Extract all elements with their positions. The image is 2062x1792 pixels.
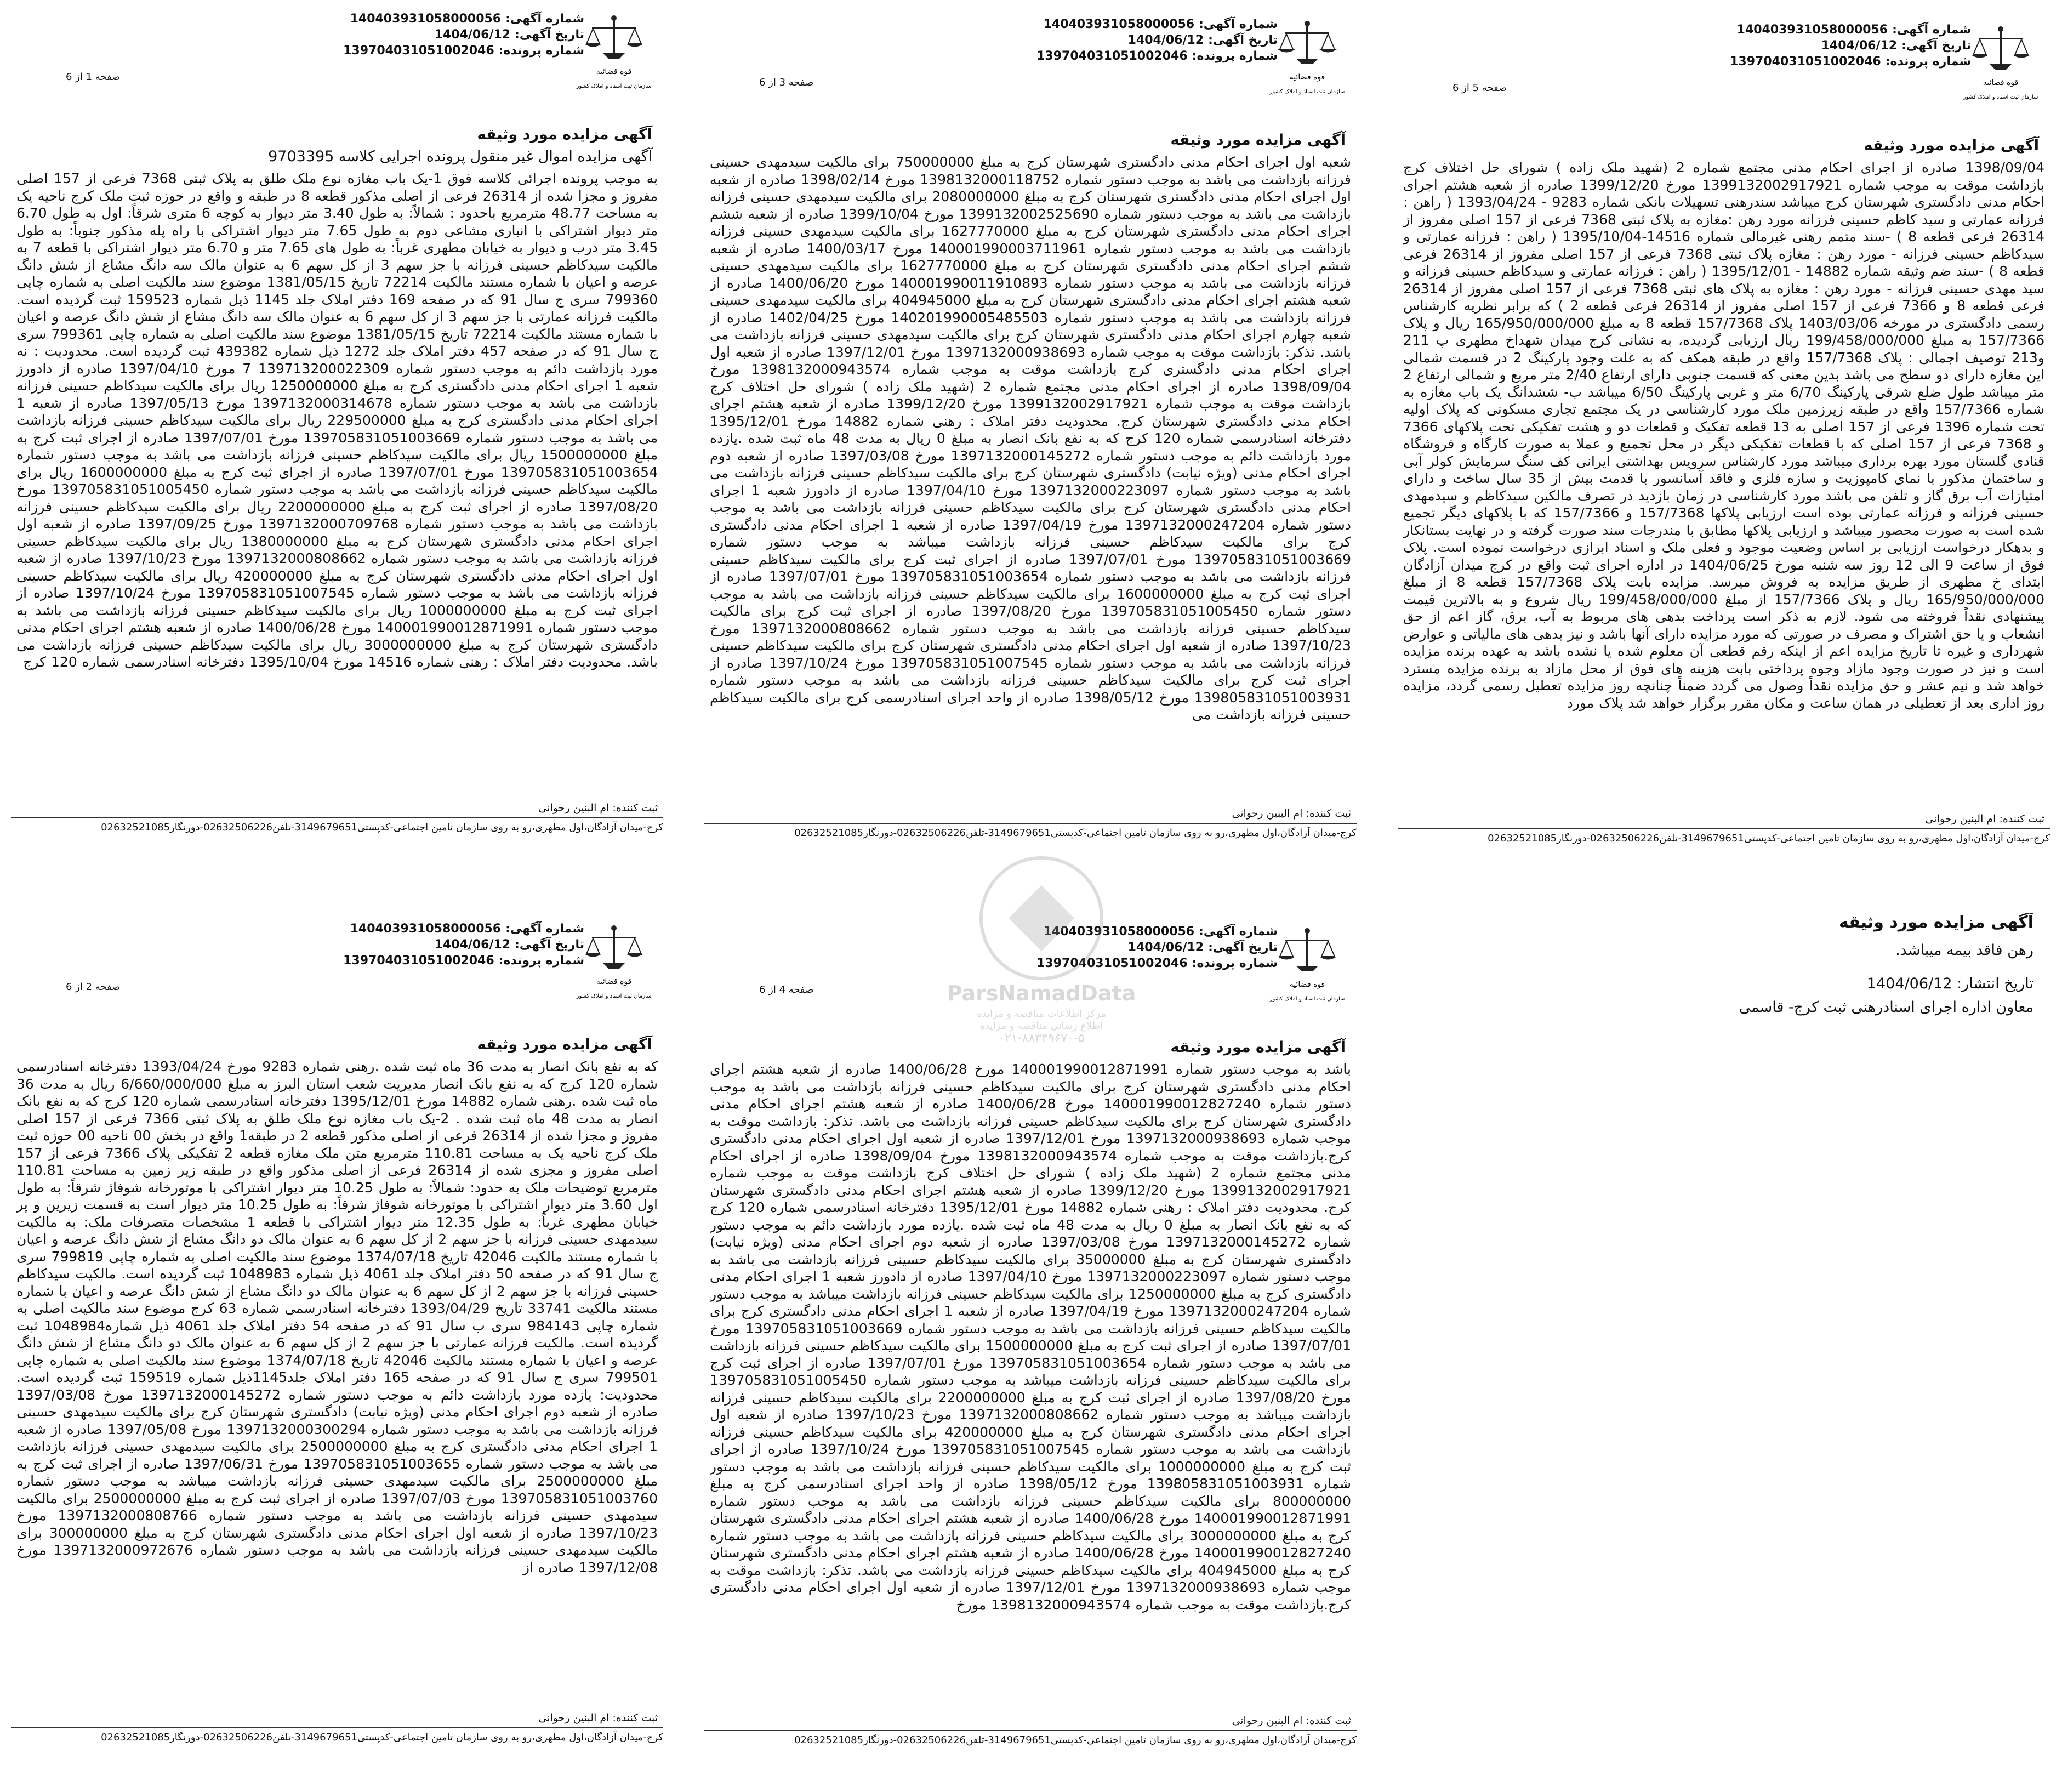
ad-date: 1404/06/12 <box>1127 941 1204 954</box>
judiciary-label: قوه قضائیه <box>1289 980 1325 989</box>
page-number: صفحه 3 از 6 <box>759 77 814 88</box>
ad-metadata <box>1034 16 1280 64</box>
ad-metadata <box>1728 22 1973 70</box>
notice-title: آگهی مزایده مورد وثیقه <box>1170 1039 1346 1056</box>
watermark-line2: اطلاع رسانی مناقصه و مزایده <box>979 1020 1103 1032</box>
notice-body: باشد به موجب دستور شماره 140001990012871991 مورخ 1400/06/28 صادره از شعبه هشتم اجرای احکام مدنی دادگستری شهرستان کرج برای مالکیت سیدکاظم حسینی فرزانه بازداشت می باشد به موجب دستور شماره 140001990012827240 مورخ 1400/06/28 صادره از شعبه هشتم اجرای احکام مدنی دادگستری شهرستان کرج برای مالکیت سیدکاظم حسینی فرزانه بازداشت می باشد. تذکر: بازداشت موقت به موجب شماره 1397132000938693 مورخ 1397/12/01 صادره از شعبه اول اجرای احکام مدنی دادگستری کرج.بازداشت موقت به موجب شماره 1398132000943574 مورخ 1398/09/04 صادره از اجرای احکام مدنی مجتمع شماره 2 (شهید ملک زاده ) شورای حل اختلاف کرج بازداشت موقت به موجب شماره 1399132002917921 مورخ 1399/12/20 صادره از شعبه هشتم اجرای احکام مدنی دادگستری شهرستان کرج. محدودیت دفتر املاک : رهنی شماره 14882 مورخ 1395/12/01 دفترخانه اسنادرسمی شماره 120 کرج که به نفع بانک انصار به مبلغ 0 ریال به مدت 48 ماه ثبت شده .یازده مورد بازداشت دائم به موجب دستور شماره 1397132000145272 مورخ 1397/03/08 صادره از شعبه دوم اجرای احکام مدنی (ویژه نیابت) دادگستری شهرستان کرج به مبلغ 35000000 برای مالکیت سیدکاظم حسینی فرزانه بازداشت می باشد به موجب دستور شماره 1397132000223097 مورخ 1397/04/10 صادره از دادورز شعبه 1 اجرای احکام مدنی دادگستری کرج به مبلغ 1250000000 برای مالکیت سیدکاظم حسینی فرزانه بازداشت میباشد به موجب دستور شماره 1397132000247204 مورخ 1397/04/19 صادره از شعبه 1 اجرای احکام مدنی دادگستری کرج برای مالکیت سیدکاظم حسینی فرزانه بازداشت می باشد به موجب دستور شماره 139705831051003669 مورخ 1397/07/01 صادره از اجرای ثبت کرج به مبلغ 1500000000 برای مالکیت سیدکاظم حسینی فرزانه بازداشت می باشد به موجب دستور شماره 139705831051003654 مورخ 1397/07/01 صادره از اجرای ثبت کرج برای مالکیت سیدکاظم حسینی فرزانه بازداشت میباشد به موجب دستور شماره 139705831051005450 مورخ 1397/08/20 صادره از اجرای ثبت کرج به مبلغ 2200000000 برای مالکیت سیدکاظم حسینی فرزانه بازداشت میباشد به موجب دستور شماره 1397132000808662 مورخ 1397/10/23 صادره از شعبه اول اجرای احکام مدنی دادگستری شهرستان کرج به مبلغ 420000000 برای مالکیت سیدکاظم حسینی فرزانه بازداشت می باشد به موجب دستور شماره 139705831051007545 مورخ 1397/10/24 صادره از اجرای ثبت کرج به مبلغ 1000000000 برای مالکیت سیدکاظم حسینی فرزانه بازداشت می باشد به موجب دستور شماره 139805831051003931 مورخ 1398/05/12 صادره از واحد اجرای اسنادرسمی کرج به مبلغ 800000000 برای مالکیت سیدکاظم حسینی فرزانه بازداشت می باشد به موجب دستور شماره 140001990012871991 مورخ 1400/06/28 صادره از شعبه هشتم اجرای احکام مدنی دادگستری شهرستان کرج به مبلغ 3000000000 برای مالکیت سیدکاظم حسینی فرزانه بازداشت می باشد به موجب دستور شماره 140001990012827240 مورخ 1400/06/28 صادره از شعبه هشتم اجرای احکام مدنی دادگستری شهرستان کرج به مبلغ 404945000 برای مالکیت سیدکاظم حسینی فرزانه بازداشت می باشد. تذکر: بازداشت موقت به موجب شماره 1397132000938693 مورخ 1397/12/01 صادره از شعبه اول اجرای احکام مدنی دادگستری کرج.بازداشت موقت به موجب شماره 1398132000943574 مورخ <box>710 1061 1351 1613</box>
watermark-phone: ۰۲۱-۸۸۳۴۹۶۷۰-۵ <box>998 1032 1085 1044</box>
final-notice-line1: رهن فاقد بیمه میباشد. <box>1895 942 2033 959</box>
page-footer: کرج-میدان آزادگان،اول مطهری،رو به روی سازمان تامین اجتماعی-کدپستی3149679651-تلفن02632506226-دورنگار02632521085 <box>11 817 663 833</box>
final-notice-heading: آگهی مزایده مورد وثیقه <box>1838 913 2033 932</box>
page-footer: کرج-میدان آزادگان،اول مطهری،رو به روی سازمان تامین اجتماعی-کدپستی3149679651-تلفن02632506226-دورنگار02632521085 <box>704 823 1357 839</box>
judiciary-emblem-icon <box>576 924 652 1006</box>
case-number: 139704031051002046 <box>1036 49 1188 63</box>
page-number: صفحه 2 از 6 <box>66 981 121 993</box>
ad-date: 1404/06/12 <box>1821 39 1898 53</box>
judiciary-emblem-icon <box>1962 25 2039 107</box>
final-notice-date: تاریخ انتشار: 1404/06/12 <box>1866 975 2033 992</box>
case-number: 139704031051002046 <box>343 44 494 58</box>
watermark-brand: ParsNamadData <box>947 981 1136 1005</box>
ad-date-label: تاریخ آگهی: <box>1208 941 1278 954</box>
case-number-label: شماره پرونده: <box>498 44 584 58</box>
judiciary-label: قوه قضائیه <box>596 977 632 986</box>
signer-label: ثبت کننده: <box>1306 807 1351 820</box>
ad-number-label: شماره آگهی: <box>505 12 584 26</box>
judiciary-emblem-icon <box>1269 19 1346 101</box>
parsnamad-watermark-icon <box>915 836 1167 1044</box>
page-number: صفحه 1 از 6 <box>66 71 121 83</box>
ad-date-label: تاریخ آگهی: <box>515 28 584 42</box>
page-footer: کرج-میدان آزادگان،اول مطهری،رو به روی سازمان تامین اجتماعی-کدپستی3149679651-تلفن02632506226-دورنگار02632521085 <box>11 1727 663 1743</box>
page-number: صفحه 4 از 6 <box>759 984 814 995</box>
notice-page-2 <box>0 910 674 1765</box>
ad-date-label: تاریخ آگهی: <box>1901 39 1971 53</box>
judiciary-emblem-icon <box>1269 926 1346 1009</box>
notice-title: آگهی مزایده مورد وثیقه <box>1170 132 1346 149</box>
ad-metadata <box>341 11 586 59</box>
ad-number: 140403931058000056 <box>1736 23 1888 37</box>
notice-body: به موجب پرونده اجرائی کلاسه فوق 1-یک باب مغازه نوع ملک طلق به پلاک ثبتی 7368 فرعی از 157 اصلی مفروز و مجزا شده از 26314 فرعی از اصلی مذکور قطعه 8 در طبقه و واقع در حوزه ثبت ملک کرج ناحیه یک به مساحت 48.77 مترمربع باحدود : شمالاً: به طول 3.40 متر دیوار به کوچه 6 متری شرقاً: اول به طول 6.70 متر دیوار اشتراکی با انباری مشاعی دوم به طول 7.65 متر دیوار اشتراکی با راه پله مذکور جنوباً: به طول 3.45 متر درب و دیوار به خیابان مطهری غرباً: به طول های 7.65 متر و 6.70 متر دیوار اشتراکی با قطعه 7 به مالکیت سیدکاظم حسینی فرزانه با جز سهم 3 از کل سهم 6 به عنوان مالک سه دانگ مشاع از شش دانگ عرصه و اعیان با شماره مستند مالکیت 72214 تاریخ 1381/05/15 موضوع سند مالکیت اصلی به شماره چاپی 799360 سری ج سال 91 که در صفحه 169 دفتر املاک جلد 1145 ذیل شماره 159523 ثبت گردیده است. مالکیت فرزانه عمارتی با جز سهم 3 از کل سهم 6 به عنوان مالک سه دانگ مشاع از شش دانگ عرصه و اعیان با شماره مستند مالکیت 72214 تاریخ 1381/05/15 موضوع سند مالکیت اصلی به شماره چاپی 799361 سری ج سال 91 که در صفحه 457 دفتر املاک جلد 1272 ذیل شماره 439382 ثبت گردیده است. محدودیت : نه مورد بازداشت دائم به موجب دستور شماره 139713200022309 7 مورخ 1397/04/10 صادره از دادورز شعبه 1 اجرای احکام مدنی دادگستری کرج به مبلغ 1250000000 ریال برای مالکیت سیدکاظم حسینی فرزانه بازداشت می باشد به موجب دستور شماره 1397132000314678 مورخ 1397/05/13 صادره از شعبه 1 اجرای احکام مدنی دادگستری کرج به مبلغ 229500000 ریال برای مالکیت سیدکاظم حسینی فرزانه بازداشت می باشد به موجب دستور شماره 139705831051003669 مورخ 1397/07/01 صادره از اجرای ثبت کرج به مبلغ 1500000000 ریال برای مالکیت سیدکاظم حسینی فرزانه بازداشت می باشد به موجب دستور شماره 139705831051003654 مورخ 1397/07/01 صادره از اجرای ثبت کرج به مبلغ 1600000000 ریال برای مالکیت سیدکاظم حسینی فرزانه بازداشت می باشد به موجب دستور شماره 139705831051005450 مورخ 1397/08/20 صادره از اجرای ثبت کرج به مبلغ 2200000000 ریال برای مالکیت سیدکاظم حسینی فرزانه بازداشت می باشد به موجب دستور شماره 1397132000709768 مورخ 1397/09/25 صادره از شعبه اول اجرای احکام مدنی دادگستری شهرستان کرج به مبلغ 1380000000 ریال برای مالکیت سیدکاظم حسینی فرزانه بازداشت می باشد به موجب دستور شماره 1397132000808662 مورخ 1397/10/23 صادره از شعبه اول اجرای احکام مدنی دادگستری شهرستان کرج به مبلغ 420000000 ریال برای مالکیت سیدکاظم حسینی فرزانه بازداشت می باشد به موجب دستور شماره 139705831051007545 مورخ 1397/10/24 صادره از اجرای ثبت کرج به مبلغ 1000000000 ریال برای مالکیت سیدکاظم حسینی فرزانه بازداشت می باشد به موجب دستور شماره 140001990012871991 مورخ 1400/06/28 صادره از شعبه هشتم اجرای احکام مدنی دادگستری شهرستان کرج به مبلغ 3000000000 ریال برای مالکیت سیدکاظم حسینی فرزانه بازداشت می باشد. محدودیت دفتر املاک : رهنی شماره 14516 مورخ 1395/10/04 دفترخانه اسنادرسمی شماره 120 کرج <box>16 170 658 670</box>
final-notice-signatory: معاون اداره اجرای اسنادرهنی ثبت کرج- قاسمی <box>1739 999 2033 1016</box>
ad-date-label: تاریخ آگهی: <box>1208 33 1278 47</box>
signer-label: ثبت کننده: <box>1306 1715 1351 1727</box>
signer-label: ثبت کننده: <box>612 802 658 814</box>
judiciary-emblem-icon <box>576 14 652 96</box>
ad-number-label: شماره آگهی: <box>505 922 584 936</box>
case-number-label: شماره پرونده: <box>1885 55 1971 69</box>
org-name: سازمان ثبت اسناد و املاک کشور <box>1963 94 2038 100</box>
notice-title: آگهی مزایده مورد وثیقه <box>477 126 652 143</box>
judiciary-label: قوه قضائیه <box>596 67 632 76</box>
org-name: سازمان ثبت اسناد و املاک کشور <box>576 83 652 89</box>
signer-name: ام البنین رحوانی <box>1232 807 1303 820</box>
ad-date: 1404/06/12 <box>1127 33 1204 47</box>
case-number-label: شماره پرونده: <box>498 954 584 968</box>
org-name: سازمان ثبت اسناد و املاک کشور <box>1269 996 1345 1002</box>
ad-number: 140403931058000056 <box>1043 925 1195 938</box>
ad-date: 1404/06/12 <box>434 28 511 42</box>
page-footer: کرج-میدان آزادگان،اول مطهری،رو به روی سازمان تامین اجتماعی-کدپستی3149679651-تلفن02632506226-دورنگار02632521085 <box>1398 828 2050 844</box>
org-name: سازمان ثبت اسناد و املاک کشور <box>1269 89 1345 95</box>
watermark-line1: مرکز اطلاعات مناقصه و مزایده <box>977 1008 1106 1020</box>
notice-body: که به نفع بانک انصار به مدت 36 ماه ثبت شده .رهنی شماره 9283 مورخ 1393/04/24 دفترخانه اسنادرسمی شماره 120 کرج که به نفع بانک انصار مدیریت شعب استان البرز به مبلغ 6/660/000/000 ریال به مدت 36 ماه ثبت شده .رهنی شماره 14882 مورخ 1395/12/01 دفترخانه اسنادرسمی شماره 120 کرج که به نفع بانک انصار به مدت 48 ماه ثبت شده . 2-یک باب مغازه نوع ملک طلق به پلاک ثبتی 7366 فرعی از 157 اصلی مفروز و مجزا شده از 26314 فرعی از اصلی مذکور قطعه 2 در طبقه1 واقع در بخش 00 ناحیه 00 حوزه ثبت ملک کرج ناحیه یک به مساحت 110.81 مترمربع متن ملک مغازه قطعه 2 تفکیکی پلاک 7366 فرعی از 157 اصلی مفروز و مجزی شده از 26314 فرعی از اصلی مذکور واقع در طبقه زیر زمین به مساحت 110.81 مترمربع توضیحات ملک به حدود: شمالاً: به طول 10.25 متر دیوار اشتراکی با موتورخانه شوفاژ شرقاً: به طول اول 3.60 متر دیوار اشتراکی با موتورخانه شوفاژ شرقاً: به طول 10.25 متر دیوار است به قسمت زیرین و پر خیابان مطهری غرباً: به طول 12.35 متر دیوار اشتراکی با قطعه 1 مشخصات متصرفات ملک: به مالکیت سیدمهدی حسینی فرزانه با جز سهم 2 از کل سهم 6 به عنوان مالک دو دانگ مشاع از شش دانگ عرصه و اعیان با شماره مستند مالکیت 42046 تاریخ 1374/07/18 موضوع سند مالکیت اصلی به شماره چاپی 799819 سری ج سال 91 که در صفحه 50 دفتر املاک جلد 4061 ذیل شماره 1048983 ثبت گردیده است. مالکیت سیدکاظم حسینی فرزانه با جز سهم 2 از کل سهم 6 به عنوان مالک دو دانگ مشاع از شش دانگ عرصه و اعیان با شماره مستند مالکیت 33741 تاریخ 1393/04/29 دفترخانه اسنادرسمی شماره 63 کرج موضوع سند مالکیت اصلی به شماره چاپی 984143 سری ب سال 91 که در صفحه 54 دفتر املاک جلد 4061 ذیل شماره1048984 ثبت گردیده است. مالکیت فرزانه عمارتی با جز سهم 2 از کل سهم 6 به عنوان مالک دو دانگ مشاع از شش دانگ عرصه و اعیان با شماره مستند مالکیت 42046 تاریخ 1374/07/18 موضوع سند مالکیت اصلی به شماره چاپی 799501 سری ج سال 91 که در صفحه 165 دفتر املاک جلد1145ذیل شماره 159519 ثبت گردیده است. محدودیت: یازده مورد بازداشت دائم به موجب دستور شماره 1397132000145272 مورخ 1397/03/08 صادره از شعبه دوم اجرای احکام مدنی (ویژه نیابت) دادگستری شهرستان کرج برای مالکیت سیدمهدی حسینی فرزانه بازداشت می باشد به موجب دستور شماره 1397132000300294 مورخ 1397/05/08 صادره از شعبه 1 اجرای احکام مدنی دادگستری کرج به مبلغ 2500000000 برای مالکیت سیدمهدی حسینی فرزانه بازداشت می باشد به موجب دستور شماره 139705831051003655 مورخ 1397/06/31 صادره از اجرای ثبت کرج به مبلغ 2500000000 برای مالکیت سیدمهدی حسینی فرزانه بازداشت میباشد به موجب دستور شماره 139705831051003760 مورخ 1397/07/03 صادره از اجرای ثبت کرج به مبلغ 2500000000 برای مالکیت سیدمهدی حسینی فرزانه بازداشت می باشد به موجب دستور شماره 1397132000808766 مورخ 1397/10/23 صادره از شعبه اول اجرای احکام مدنی دادگستری شهرستان کرج به مبلغ 300000000 برای مالکیت سیدمهدی حسینی فرزانه بازداشت می باشد به موجب دستور شماره 1397132000972676 مورخ 1397/12/08 صادره از <box>16 1059 658 1575</box>
notice-title: آگهی مزایده مورد وثیقه <box>1864 137 2039 154</box>
ad-number-label: شماره آگهی: <box>1892 23 1971 37</box>
case-number: 139704031051002046 <box>343 954 494 968</box>
ad-date: 1404/06/12 <box>434 938 511 952</box>
notice-page-5 <box>1387 11 2061 866</box>
case-number: 139704031051002046 <box>1036 957 1188 970</box>
case-number: 139704031051002046 <box>1730 55 1881 69</box>
org-name: سازمان ثبت اسناد و املاک کشور <box>576 993 652 999</box>
signer <box>710 807 1351 820</box>
signer-name: ام البنین رحوانی <box>538 802 610 814</box>
notice-subtitle: آگهی مزایده اموال غیر منقول پرونده اجرایی کلاسه 9703395 <box>268 148 652 165</box>
signer-name: ام البنین رحوانی <box>1925 813 1996 825</box>
ad-metadata <box>341 921 586 969</box>
ad-number-label: شماره آگهی: <box>1199 925 1278 938</box>
ad-number: 140403931058000056 <box>350 12 502 26</box>
signer-name: ام البنین رحوانی <box>1232 1715 1303 1727</box>
notice-page-3 <box>693 5 1368 861</box>
page-footer: کرج-میدان آزادگان،اول مطهری،رو به روی سازمان تامین اجتماعی-کدپستی3149679651-تلفن02632506226-دورنگار02632521085 <box>704 1730 1357 1746</box>
notice-page-1 <box>0 0 674 855</box>
signer <box>16 802 658 814</box>
case-number-label: شماره پرونده: <box>1192 49 1278 63</box>
signer <box>710 1715 1351 1727</box>
signer <box>16 1712 658 1724</box>
page-number: صفحه 5 از 6 <box>1452 82 1507 94</box>
ad-number: 140403931058000056 <box>1043 18 1195 31</box>
signer-label: ثبت کننده: <box>1999 813 2044 825</box>
judiciary-label: قوه قضائیه <box>1983 78 2019 87</box>
notice-title: آگهی مزایده مورد وثیقه <box>477 1036 652 1053</box>
signer-label: ثبت کننده: <box>612 1712 658 1724</box>
judiciary-label: قوه قضائیه <box>1289 73 1325 82</box>
signer <box>1403 813 2044 825</box>
notice-body: 1398/09/04 صادره از اجرای احکام مدنی مجتمع شماره 2 (شهید ملک زاده ) شورای حل اختلاف کرج بازداشت موقت به موجب شماره 1399132002917921 مورخ 1399/12/20 صادره از شعبه هشتم اجرای احکام مدنی دادگستری شهرستان کرج میباشد سندرهنی تسهیلات بانکی شماره 9283 - 1393/04/24 ( راهن : فرزانه عمارتی و سید کاظم حسینی فرزانه مورد رهن :مغازه به پلاک ثبتی 7368 فرعی از 157 اصلی مفروز از 26314 فرعی قطعه 8 ) -سند متمم رهنی غیرمالی شماره 14516-1395/10/04 ( راهن : فرزانه عمارتی و سیدکاظم حسینی فرزانه - مورد رهن : مغازه پلاک ثبتی 7368 فرعی از 157 اصلی مفروز از 26314 فرعی قطعه 8 ) -سند ضم وثیقه شماره 14882 - 1395/12/01 ( راهن : فرزانه عمارتی و سیدکاظم حسینی فرزانه و سید مهدی حسینی فرزانه - مورد رهن : مغازه به پلاک های ثبتی 7368 فرعی از 157 اصلی مفروز از 26314 فرعی قطعه 8 و 7366 فرعی از 157 اصلی مفروز از 26314 فرعی قطعه 2 ) که برابر نظریه کارشناس رسمی دادگستری در مورخه 1403/03/06 پلاک 157/7368 قطعه 8 به مبلغ 165/950/000/000 ریال و پلاک 157/7366 به مبلغ 199/458/000/000 ریال ارزیابی گردیده، به نشانی کرج میدان شهداخ مطهری پ 211 و213 توصیف اجمالی : پلاک 157/7368 واقع در طبقه همکف که به علت وجود پارکینگ 2 در قسمت شمالی این مغازه دارای دو سطح می باشد بدین معنی که قسمت جنوبی دارای ارتفاع 2/40 متر مربع و شمالی ارتفاع 2 متر میباشد طول ضلع شرقی پارکینگ 6/70 متر و غربی پارکینگ 6/50 میباشد ب- ششدانگ یک باب مغازه به شماره 157/7366 واقع در طبقه زیرزمین ملک مورد کارشناسی در یک مجتمع تجاری مسکونی که پلاک اولیه تحت شماره 1396 فرعی از 157 اصلی به 13 قطعه تفکیک و قطعات دو و هشت تفکیکی تحت پلاکهای 7366 و 7368 فرعی از 157 اصلی که با قطعات تفکیکی دیگر در محل تجمیع و عملا به صورت کارگاه و فروشگاه قنادی گلستان مورد بهره برداری میباشد مورد کارشناس سرویس بهداشتی ایرانی کف سنگ سرمایش کولر آبی و ساختمان مذکور با نمای کامپوزیت و سازه فلزی و فاقد آسانسور با قدمت بیش از 35 سال ساخت و دارای امتیازات آب برق گاز و تلفن می باشد مورد کارشناسی در زمان بازدید در تصرف مالکین سیدکاظم و سیدمهدی حسینی فرزانه و فرزانه عمارتی بوده است ارزیابی پلاکها 157/7368 و 157/7366 که با پلاکهای دیگر تجمیع شده است به صورت محصور میباشد و ارزیابی پلاکها مطابق با مندرجات سند صورت گرفته و در نهایت بستانکار و بدهکار درخواست ارزیابی بر اساس وضعیت موجود و فعلی ملک و اسناد ابرازی درخواست نموده است. پلاک فوق از ساعت 9 الی 12 روز سه شنبه مورخ 1404/06/25 در اداره اجرای ثبت واقع در کرج میدان آزادگان ابتدای خ مطهری از طریق مزایده به فروش میرسد. مزایده بابت پلاک 157/7368 قطعه 8 از مبلغ 165/950/000/000 ریال و پلاک 157/7366 از مبلغ 199/458/000/000 ریال شروع و به بالاترین قیمت پیشنهادی نقداً فروخته می شود. لازم به ذکر است پرداخت بدهی های مربوط به آب، برق، گاز اعم از حق انشعاب و یا حق اشتراک و مصرف در صورتی که مورد مزایده دارای آنها باشد و نیز بدهی های مالیاتی و عوارض شهرداری و غیره تا تاریخ مزایده اعم از اینکه رقم قطعی آن معلوم شده یا نشده باشد به عهده برنده مزایده است و نیز در صورت وجود مازاد وجوه پرداختی بابت هزینه های فوق از محل مازاد به برنده مزایده مسترد خواهد شد و نیم عشر و حق مزایده نقداً وصول می گردد ضمناً چنانچه روز مزایده تعطیل رسمی گردد، مزایده روز اداری بعد از تعطیلی در همان ساعت و مکان مقرر برگزار خواهد شد پلاک مورد <box>1403 160 2044 711</box>
ad-number-label: شماره آگهی: <box>1199 18 1278 31</box>
final-notice <box>1739 913 2033 1022</box>
notice-body: شعبه اول اجرای احکام مدنی دادگستری شهرستان کرج به مبلغ 750000000 برای مالکیت سیدمهدی حسینی فرزانه بازداشت می باشد به موجب دستور شماره 1398132000118752 مورخ 1398/02/14 صادره از شعبه اول اجرای احکام مدنی دادگستری شهرستان کرج به مبلغ 2080000000 برای مالکیت سیدمهدی حسینی فرزانه بازداشت می باشد به موجب دستور شماره 1399132002525690 مورخ 1399/10/04 صادره از شعبه ششم اجرای احکام مدنی دادگستری شهرستان کرج به مبلغ 1627770000 برای مالکیت سیدمهدی حسینی فرزانه بازداشت می باشد به موجب دستور شماره 140001990003711961 مورخ 1400/03/17 صادره از شعبه ششم اجرای احکام مدنی دادگستری شهرستان کرج به مبلغ 1627770000 برای مالکیت سیدمهدی حسینی فرزانه بازداشت می باشد به موجب دستور شماره 140001990011910893 مورخ 1400/06/20 صادره از شعبه هشتم اجرای احکام مدنی دادگستری شهرستان کرج به مبلغ 404945000 برای مالکیت سیدمهدی حسینی فرزانه بازداشت می باشد به موجب دستور شماره 140201990005485503 مورخ 1402/04/25 صادره از شعبه چهارم اجرای احکام مدنی دادگستری شهرستان کرج برای مالکیت سیدمهدی حسینی فرزانه بازداشت می باشد. تذکر: بازداشت موقت به موجب شماره 1397132000938693 مورخ 1397/12/01 صادره از شعبه اول اجرای احکام مدنی دادگستری کرج بازداشت موقت به موجب شماره 1398132000943574 مورخ 1398/09/04 صادره از اجرای احکام مدنی مجتمع شماره 2 (شهید ملک زاده ) شورای حل اختلاف کرج بازداشت موقت به موجب شماره 1399132002917921 مورخ 1399/12/20 صادره از شعبه هشتم اجرای احکام مدنی دادگستری شهرستان کرج. محدودیت دفتر املاک : رهنی شماره 14882 مورخ 1395/12/01 دفترخانه اسنادرسمی شماره 120 کرج که به نفع بانک انصار به مبلغ 0 ریال به مدت 48 ماه ثبت شده .یازده مورد بازداشت دائم به موجب دستور شماره 1397132000145272 مورخ 1397/03/08 صادره از شعبه دوم اجرای احکام مدنی (ویژه نیابت) دادگستری شهرستان کرج برای مالکیت سیدکاظم حسینی فرزانه بازداشت می باشد به موجب دستور شماره 1397132000223097 مورخ 1397/04/10 صادره از دادورز شعبه 1 اجرای احکام مدنی دادگستری شهرستان کرج برای مالکیت سیدکاظم حسینی فرزانه بازداشت می باشد به موجب دستور شماره 1397132000247204 مورخ 1397/04/19 صادره از شعبه 1 اجرای احکام مدنی دادگستری کرج برای مالکیت سیدکاظم حسینی فرزانه بازداشت میباشد به موجب دستور شماره 139705831051003669 مورخ 1397/07/01 صادره از اجرای ثبت کرج برای مالکیت سیدکاظم حسینی فرزانه بازداشت می باشد به موجب دستور شماره 139705831051003654 مورخ 1397/07/01 صادره از اجرای ثبت کرج به مبلغ 1600000000 برای مالکیت سیدکاظم حسینی فرزانه بازداشت می باشد به موجب دستور شماره 139705831051005450 مورخ 1397/08/20 صادره از اجرای ثبت کرج برای مالکیت سیدکاظم حسینی فرزانه بازداشت می باشد به موجب دستور شماره 1397132000808662 مورخ 1397/10/23 صادره از شعبه اول اجرای احکام مدنی دادگستری شهرستان کرج برای مالکیت سیدکاظم حسینی فرزانه بازداشت می باشد به موجب دستور شماره 139705831051007545 مورخ 1397/10/24 صادره از اجرای ثبت کرج برای مالکیت سیدکاظم حسینی فرزانه بازداشت می باشد به موجب دستور شماره 139805831051003931 مورخ 1398/05/12 صادره از واحد اجرای اسنادرسمی کرج برای مالکیت سیدکاظم حسینی فرزانه بازداشت می <box>710 154 1351 723</box>
ad-number: 140403931058000056 <box>350 922 502 936</box>
signer-name: ام البنین رحوانی <box>538 1712 610 1724</box>
case-number-label: شماره پرونده: <box>1192 957 1278 970</box>
ad-date-label: تاریخ آگهی: <box>515 938 584 952</box>
final-notice-page <box>1387 913 2061 1768</box>
